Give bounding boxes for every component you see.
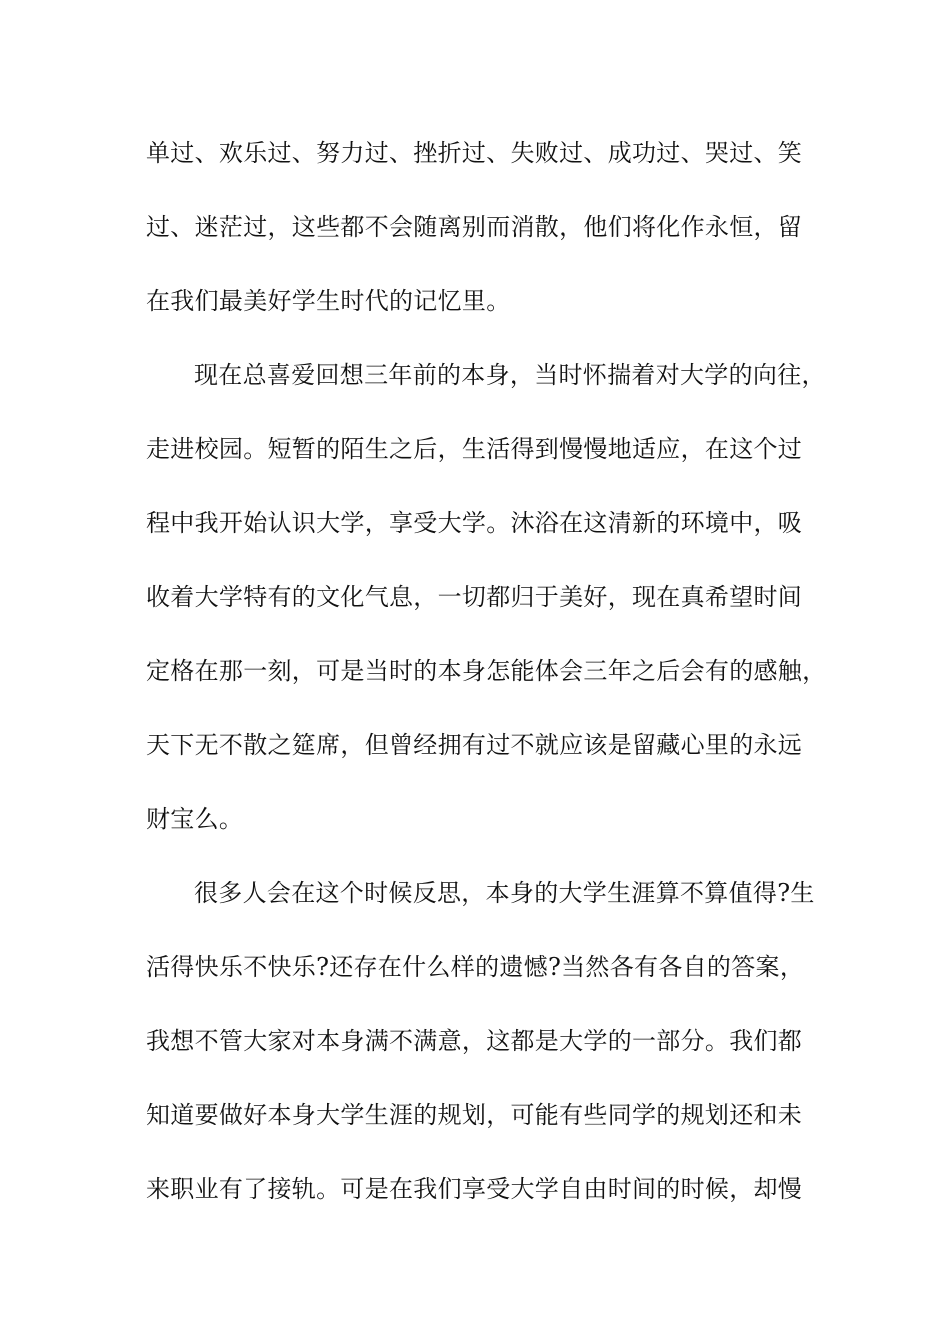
text-line: 知道要做好本身大学生涯的规划，可能有些同学的规划还和未 — [146, 1101, 803, 1129]
text-line: 程中我开始认识大学，享受大学。沐浴在这清新的环境中，吸 — [146, 509, 803, 537]
body-text — [146, 121, 827, 1231]
text-line: 过、迷茫过，这些都不会随离别而消散，他们将化作永恒，留 — [146, 213, 803, 241]
text-line: 在我们最美好学生时代的记忆里。 — [146, 287, 511, 315]
text-line: 财宝么。 — [146, 805, 244, 833]
text-line: 单过、欢乐过、努力过、挫折过、失败过、成功过、哭过、笑 — [146, 139, 803, 167]
text-line: 走进校园。短暂的陌生之后，生活得到慢慢地适应，在这个过 — [146, 435, 803, 463]
text-line: 活得快乐不快乐?还存在什么样的遗憾?当然各有各自的答案， — [146, 953, 805, 981]
text-line: 我想不管大家对本身满不满意，这都是大学的一部分。我们都 — [146, 1027, 803, 1055]
paragraph-first-line: 很多人会在这个时候反思，本身的大学生涯算不算值得?生 — [194, 879, 815, 907]
text-line: 来职业有了接轨。可是在我们享受大学自由时间的时候，却慢 — [146, 1175, 803, 1203]
text-line: 定格在那一刻，可是当时的本身怎能体会三年之后会有的感触， — [146, 657, 827, 685]
text-line: 天下无不散之筵席，但曾经拥有过不就应该是留藏心里的永远 — [146, 731, 803, 759]
text-line: 收着大学特有的文化气息，一切都归于美好，现在真希望时间 — [146, 583, 803, 611]
paragraph-first-line: 现在总喜爱回想三年前的本身，当时怀揣着对大学的向往， — [194, 361, 826, 389]
